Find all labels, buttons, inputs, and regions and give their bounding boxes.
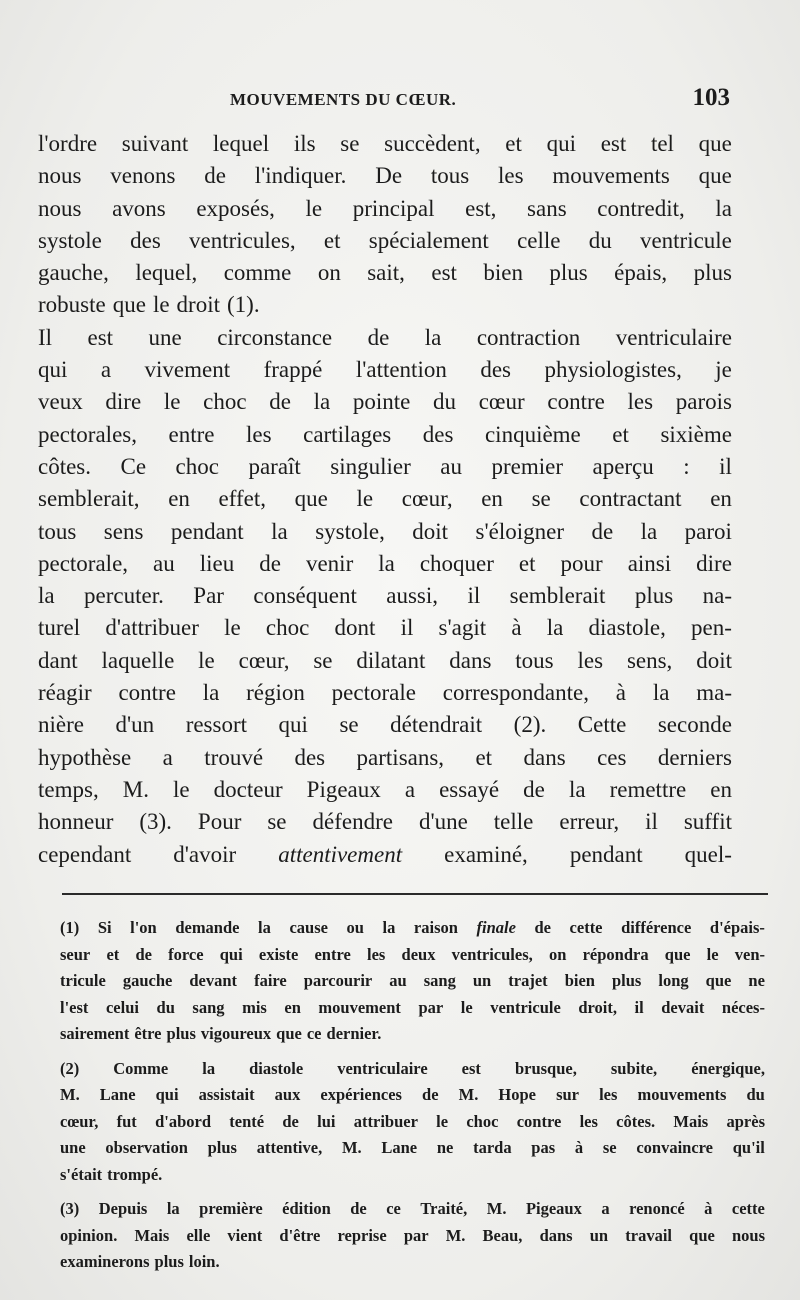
body-line: dant laquelle le cœur, se dilatant dans tous les sens, doit [38, 647, 732, 673]
footnote-line: s'était trompé. [60, 1164, 163, 1184]
footnote-line: l'est celui du sang mis en mouvement par le ventricule droit, il devait néces- [60, 997, 765, 1017]
body-line: semblerait, en effet, que le cœur, en se contractant en [38, 486, 732, 512]
body-line: robuste que le droit (1). [38, 292, 260, 318]
body-line: hypothèse a trouvé des partisans, et dans ces derniers [38, 744, 732, 770]
body-line: turel d'attribuer le choc dont il s'agit à la diastole, pen- [38, 615, 732, 641]
footnote-line: (2) Comme la diastole ventriculaire est brusque, subite, énergique, [60, 1058, 765, 1078]
body-line: nière d'un ressort qui se détendrait (2). Cette seconde [38, 712, 732, 738]
footnote-3 [60, 1196, 765, 1276]
body-line: honneur (3). Pour se défendre d'une telle erreur, il suffit [38, 809, 732, 835]
footnotes [60, 915, 765, 1284]
body-line: côtes. Ce choc paraît singulier au premier aperçu : il [38, 453, 732, 479]
body-line: nous avons exposés, le principal est, sans contredit, la [38, 195, 732, 221]
body-line: nous venons de l'indiquer. De tous les mouvements que [38, 163, 732, 189]
body-line: pectorale, au lieu de venir la choquer et pour ainsi dire [38, 550, 732, 576]
footnote-line: examinerons plus loin. [60, 1252, 220, 1271]
footnote-line: (1) Si l'on demande la cause ou la raison finale de cette différence d'épais- [60, 918, 765, 937]
body-line: cependant d'avoir attentivement examiné, pendant quel- [38, 841, 732, 867]
footnote-line: M. Lane qui assistait aux expériences de M. Hope sur les mouvements du [60, 1085, 765, 1104]
body-line: la percuter. Par conséquent aussi, il semblerait plus na- [38, 583, 732, 609]
footnote-line: une observation plus attentive, M. Lane ne tarda pas à se convaincre qu'il [60, 1138, 765, 1157]
main-text [38, 128, 732, 871]
page-number: 103 [692, 84, 730, 111]
body-line: tous sens pendant la systole, doit s'éloigner de la paroi [38, 518, 732, 544]
body-line: Il est une circonstance de la contraction ventriculaire [38, 324, 732, 350]
footnote-line: cœur, fut d'abord tenté de lui attribuer le choc contre les côtes. Mais après [60, 1111, 765, 1131]
body-line: temps, M. le docteur Pigeaux a essayé de la remettre en [38, 776, 732, 802]
running-title: MOUVEMENTS DU CŒUR. [230, 90, 457, 109]
body-line: l'ordre suivant lequel ils se succèdent, et qui est tel que [38, 131, 732, 156]
footnote-2 [60, 1056, 765, 1189]
footnote-line: (3) Depuis la première édition de ce Traité, M. Pigeaux a renoncé à cette [60, 1199, 765, 1218]
page-header [40, 84, 730, 118]
body-line: veux dire le choc de la pointe du cœur contre les parois [38, 389, 732, 415]
body-line: systole des ventricules, et spécialement celle du ventricule [38, 227, 732, 253]
body-line: qui a vivement frappé l'attention des physiologistes, je [38, 357, 732, 383]
footnote-line: opinion. Mais elle vient d'être reprise par M. Beau, dans un travail que nous [60, 1225, 765, 1245]
footnote-line: sairement être plus vigoureux que ce dernier. [60, 1024, 382, 1043]
footnote-rule [62, 893, 768, 895]
body-line: gauche, lequel, comme on sait, est bien plus épais, plus [38, 260, 732, 286]
footnote-1 [60, 915, 765, 1048]
footnote-line: seur et de force qui existe entre les deux ventricules, on répondra que le ven- [60, 944, 765, 964]
body-line: réagir contre la région pectorale correspondante, à la ma- [38, 680, 732, 706]
footnote-line: tricule gauche devant faire parcourir au sang un trajet bien plus long que ne [60, 971, 765, 990]
body-line: pectorales, entre les cartilages des cinquième et sixième [38, 421, 732, 447]
